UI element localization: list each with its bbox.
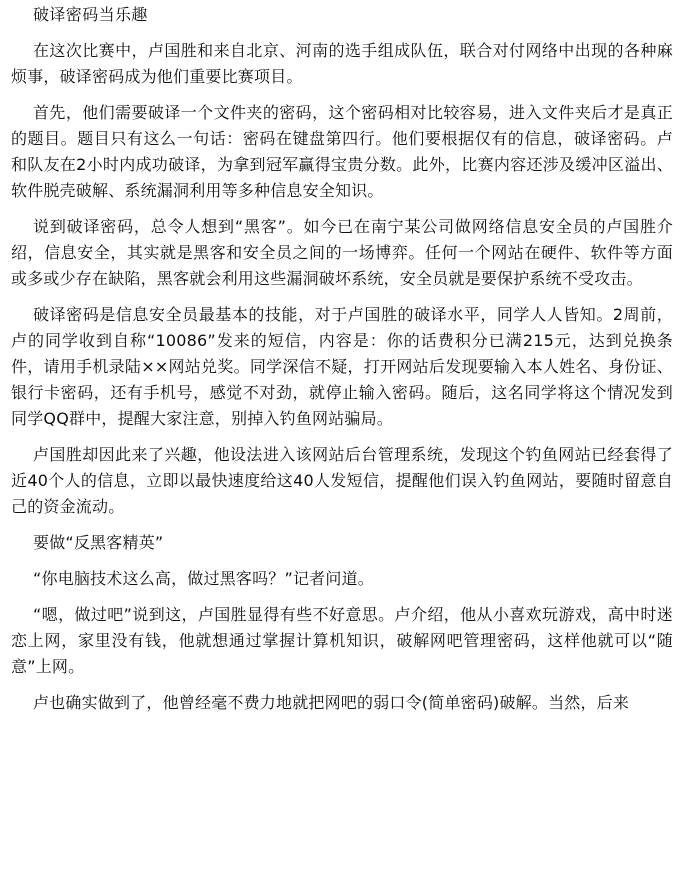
- article-paragraph-5: 卢国胜却因此来了兴趣，他设法进入该网站后台管理系统，发现这个钓鱼网站已经套得了近40个人的信息，立即以最快速度给这40人发短信，提醒他们误入钓鱼网站，要随时留意自己的资金流动。: [11, 445, 673, 516]
- article-paragraph-2: 首先，他们需要破译一个文件夹的密码，这个密码相对比较容易，进入文件夹后才是真正的题目。题目只有这么一句话：密码在键盘第四行。他们要根据仅有的信息，破译密码。卢和队友在2小时内成功破译，为拿到冠军赢得宝贵分数。此外，比赛内容还涉及缓冲区溢出、软件脱壳破解、系统漏洞利用等多种信息安全知识。: [11, 103, 673, 200]
- article-paragraph-answer: “嗯，做过吧”说到这，卢国胜显得有些不好意思。卢介绍，他从小喜欢玩游戏，高中时迷恋上网，家里没有钱，他就想通过掌握计算机知识，破解网吧管理密码，这样他就可以“随意”上网。: [11, 605, 673, 676]
- article-paragraph-4: 破译密码是信息安全员最基本的技能，对于卢国胜的破译水平，同学人人皆知。2周前，卢的同学收到自称“10086”发来的短信，内容是：你的话费积分已满215元，达到兑换条件，请用手机录陆××网站兑奖。同学深信不疑，打开网站后发现要输入本人姓名、身份证、银行卡密码，还有手机号，感觉不对劲，就停止输入密码。随后，这名同学将这个情况发到同学QQ群中，提醒大家注意，别掉入钓鱼网站骗局。: [11, 305, 673, 428]
- article-paragraph-3: 说到破译密码，总令人想到“黑客”。如今已在南宁某公司做网络信息安全员的卢国胜介绍，信息安全，其实就是黑客和安全员之间的一场博弈。任何一个网站在硬件、软件等方面或多或少存在缺陷，黑客就会利用这些漏洞破坏系统，安全员就是要保护系统不受攻击。: [11, 217, 673, 288]
- article-paragraph-question: “你电脑技术这么高，做过黑客吗？”记者问道。: [33, 569, 374, 588]
- article-paragraph-last: 卢也确实做到了，他曾经毫不费力地就把网吧的弱口令(简单密码)破解。当然，后来: [33, 693, 630, 712]
- section-subheading: 要做“反黑客精英”: [33, 533, 164, 552]
- article-title: 破译密码当乐趣: [33, 5, 148, 24]
- article-paragraph-1: 在这次比赛中，卢国胜和来自北京、河南的选手组成队伍，联合对付网络中出现的各种麻烦事，破译密码成为他们重要比赛项目。: [11, 41, 673, 86]
